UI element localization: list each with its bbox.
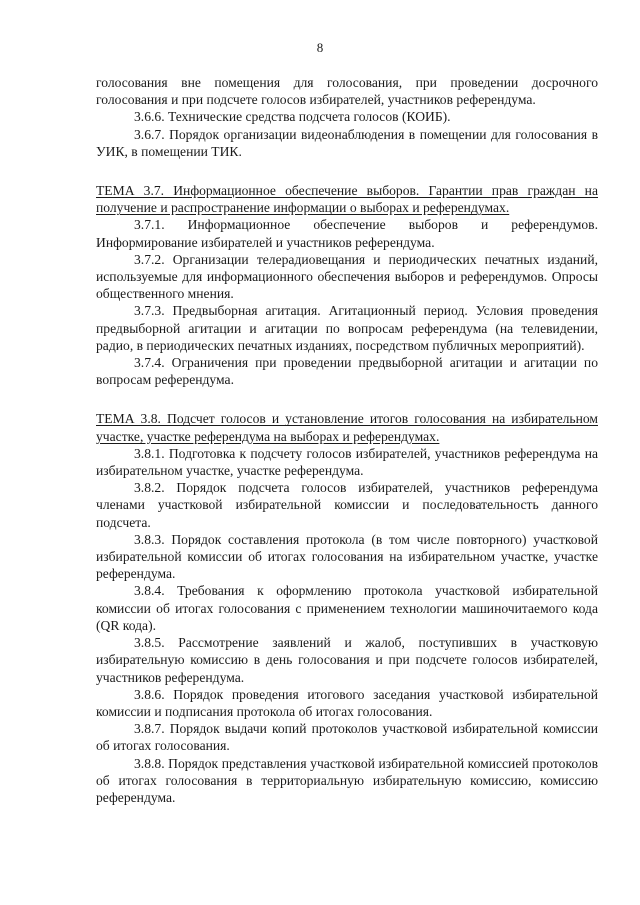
item-3-7-4: 3.7.4. Ограничения при проведении предвыборной агитации и агитации по вопросам референдума. [96,355,598,388]
item-3-8-6: 3.8.6. Порядок проведения итогового заседания участковой избирательной комиссии и подписания протокола об итогах голосования. [96,686,598,719]
item-3-8-1: 3.8.1. Подготовка к подсчету голосов избирателей, участников референдума на избирательном участке, участке референдума. [96,445,598,479]
item-3-6-6: 3.6.6. Технические средства подсчета голосов (КОИБ). [134,109,451,125]
document-body [96,74,598,806]
item-3-8-2: 3.8.2. Порядок подсчета голосов избирателей, участников референдума членами участковой избирательной комиссии и последовательность данного подсчета. [96,480,598,530]
item-3-6-7: 3.6.7. Порядок организации видеонаблюдения в помещении для голосования в УИК, в помещении ТИК. [96,126,598,159]
topic-3-7-heading: ТЕМА 3.7. Информационное обеспечение выборов. Гарантии прав граждан на получение и распространение информации о выборах и референдумах. [96,183,598,216]
item-3-7-1: 3.7.1. Информационное обеспечение выборов и референдумов. Информирование избирателей и участников референдума. [96,217,598,250]
item-3-8-8: 3.8.8. Порядок представления участковой избирательной комиссией протоколов об итогах голосования в территориальную избирательную комиссию, комиссию референдума. [96,755,598,805]
item-3-8-4: 3.8.4. Требования к оформлению протокола участковой избирательной комиссии об итогах голосования с применением технологии машиночитаемого кода (QR кода). [96,583,598,633]
page-number: 8 [316,40,324,55]
item-3-8-7: 3.8.7. Порядок выдачи копий протоколов участковой избирательной комиссии об итогах голосования. [96,721,598,754]
item-3-7-3: 3.7.3. Предвыборная агитация. Агитационный период. Условия проведения предвыборной агитации и агитации по вопросам референдума (на телевидении, радио, в периодических печатных изданиях, посредством публичных мероприятий). [96,303,598,353]
item-3-7-2: 3.7.2. Организации телерадиовещания и периодических печатных изданий, используемые для информационного обеспечения выборов и референдумов. Опросы общественного мнения. [96,251,598,302]
item-3-8-5: 3.8.5. Рассмотрение заявлений и жалоб, поступивших в участковую избирательную комиссию в день голосования и при подсчете голосов избирателей, участников референдума. [96,635,598,685]
continuation-paragraph: голосования вне помещения для голосования, при проведении досрочного голосования и при подсчете голосов избирателей, участников референдума. [96,75,598,108]
topic-3-8-heading: ТЕМА 3.8. Подсчет голосов и установление итогов голосования на избирательном участке, участке референдума на выборах и референдумах. [96,411,598,444]
item-3-8-3: 3.8.3. Порядок составления протокола (в том числе повторного) участковой избирательной комиссии об итогах голосования на избирательном участке, участке референдума. [96,531,598,582]
